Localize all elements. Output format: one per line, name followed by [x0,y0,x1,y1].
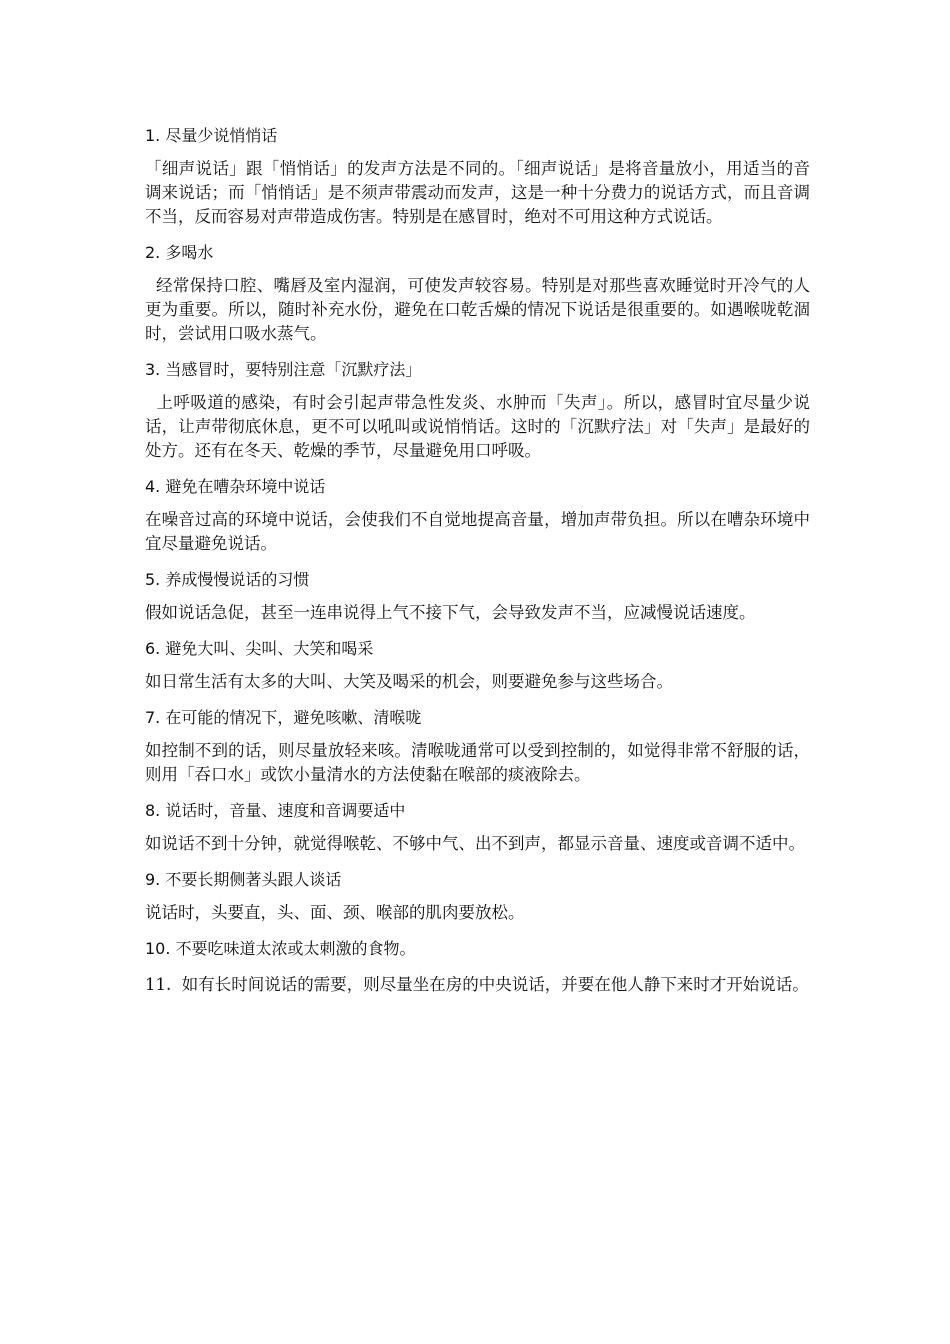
tip-heading: 6. 避免大叫、尖叫、大笑和喝采 [145,639,374,658]
tip-11 [145,973,810,997]
tip-heading: 1. 尽量少说悄悄话 [145,126,278,145]
tip-7 [145,706,810,787]
tip-2 [145,241,810,346]
tip-body: 「细声说话」跟「悄悄话」的发声方法是不同的。「细声说话」是将音量放小，用适当的音调来说话；而「悄悄话」是不须声带震动而发声，这是一种十分费力的说话方式，而且音调不当，反而容易对声带造成伤害。特别是在感冒时，绝对不可用这种方式说话。 [145,159,810,226]
document-page [145,124,810,1009]
tip-6 [145,637,810,694]
tip-body: 如说话不到十分钟，就觉得喉乾、不够中气、出不到声，都显示音量、速度或音调不适中。 [145,834,805,853]
tip-body: 上呼吸道的感染，有时会引起声带急性发炎、水肿而「失声」。所以，感冒时宜尽量少说话，让声带彻底休息，更不可以吼叫或说悄悄话。这时的「沉默疗法」对「失声」是最好的处方。还有在冬天、乾燥的季节，尽量避免用口呼吸。 [145,393,810,460]
tip-heading: 9. 不要长期侧著头跟人谈话 [145,870,342,889]
tip-10 [145,937,810,961]
tip-heading: 3. 当感冒时，要特别注意「沉默疗法」 [145,360,422,379]
tip-body: 说话时，头要直，头、面、颈、喉部的肌肉要放松。 [145,903,525,922]
tip-heading: 4. 避免在嘈杂环境中说话 [145,477,326,496]
tip-4 [145,475,810,556]
tip-heading: 2. 多喝水 [145,243,214,262]
tip-heading: 8. 说话时，音量、速度和音调要适中 [145,801,406,820]
tip-body: 如日常生活有太多的大叫、大笑及喝采的机会，则要避免参与这些场合。 [145,672,673,691]
tip-1 [145,124,810,229]
tip-9 [145,868,810,925]
tip-body: 假如说话急促，甚至一连串说得上气不接下气，会导致发声不当，应减慢说话速度。 [145,603,756,622]
tip-5 [145,568,810,625]
tip-heading: 10. 不要吃味道太浓或太刺激的食物。 [145,939,416,958]
tip-heading: 5. 养成慢慢说话的习惯 [145,570,310,589]
tip-body: 如控制不到的话，则尽量放轻来咳。清喉咙通常可以受到控制的，如觉得非常不舒服的话，则用「吞口水」或饮小量清水的方法使黏在喉部的痰液除去。 [145,741,810,784]
tip-3 [145,358,810,463]
tip-8 [145,799,810,856]
tip-body: 在噪音过高的环境中说话，会使我们不自觉地提高音量，增加声带负担。所以在嘈杂环境中宜尽量避免说话。 [145,510,810,553]
tip-body: 经常保持口腔、嘴唇及室内湿润，可使发声较容易。特别是对那些喜欢睡觉时开冷气的人更为重要。所以，随时补充水份，避免在口乾舌燥的情况下说话是很重要的。如遇喉咙乾涸时，尝试用口吸水蒸气。 [145,276,810,343]
tip-heading: 7. 在可能的情况下，避免咳嗽、清喉咙 [145,708,422,727]
tip-body: 11. 如有长时间说话的需要，则尽量坐在房的中央说话，并要在他人静下来时才开始说话。 [145,975,809,994]
